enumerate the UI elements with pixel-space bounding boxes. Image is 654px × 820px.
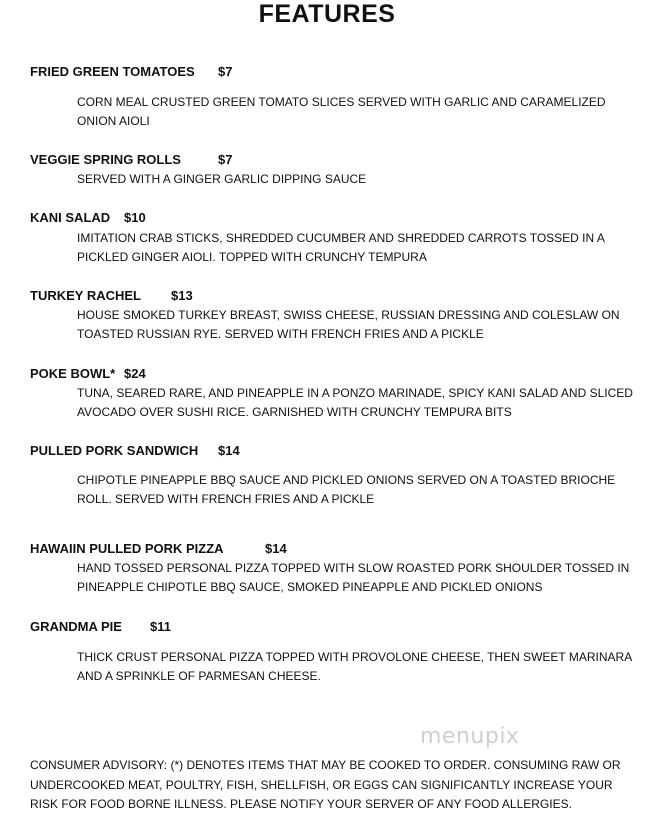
menu-item-price: $11 bbox=[150, 619, 171, 634]
menu-item bbox=[30, 64, 642, 128]
menu-item-price: $13 bbox=[171, 288, 193, 303]
menu-item-price: $7 bbox=[218, 152, 233, 167]
menu-item-description: HAND TOSSED PERSONAL PIZZA TOPPED WITH SLOW ROASTED PORK SHOULDER TOSSED IN PINEAPPLE CHIPOTLE BBQ SAUCE, SMOKED PINEAPPLE AND PICKLED ONIONS bbox=[77, 561, 630, 594]
menu-item-description: THICK CRUST PERSONAL PIZZA TOPPED WITH PROVOLONE CHEESE, THEN SWEET MARINARA AND A SPRINKLE OF PARMESAN CHEESE. bbox=[77, 650, 632, 683]
menu-item-description: TUNA, SEARED RARE, AND PINEAPPLE IN A PONZO MARINADE, SPICY KANI SALAD AND SLICED AVOCADO OVER SUSHI RICE. GARNISHED WITH CRUNCHY TEMPURA BITS bbox=[77, 386, 633, 419]
watermark-logo: menupix bbox=[420, 724, 520, 749]
menu-item-description: SERVED WITH A GINGER GARLIC DIPPING SAUCE bbox=[77, 172, 367, 186]
menu-item-name: POKE BOWL* bbox=[30, 366, 116, 381]
menu-item-price: $14 bbox=[218, 443, 240, 458]
menu-item-description: IMITATION CRAB STICKS, SHREDDED CUCUMBER AND SHREDDED CARROTS TOSSED IN A PICKLED GINGER AIOLI. TOPPED WITH CRUNCHY TEMPURA bbox=[77, 231, 605, 264]
menu-item-name: HAWAIIN PULLED PORK PIZZA bbox=[30, 541, 224, 556]
menu-item-price: $14 bbox=[265, 541, 287, 556]
menu-item-price: $7 bbox=[218, 64, 233, 79]
menu-item-price: $24 bbox=[124, 366, 146, 381]
menu-item-name: PULLED PORK SANDWICH bbox=[30, 443, 199, 458]
menu-item-description: CHIPOTLE PINEAPPLE BBQ SAUCE AND PICKLED ONIONS SERVED ON A TOASTED BRIOCHE ROLL. SERVED WITH FRENCH FRIES AND A PICKLE bbox=[77, 473, 616, 506]
menu-item bbox=[30, 619, 642, 683]
consumer-advisory: CONSUMER ADVISORY: (*) DENOTES ITEMS THAT MAY BE COOKED TO ORDER. CONSUMING RAW OR UNDERCOOKED MEAT, POULTRY, FISH, SHELLFISH, OR EGGS CAN SIGNIFICANTLY INCREASE YOUR RISK FOR FOOD BORNE ILLNESS. PLEASE NOTIFY YOUR SERVER OF ANY FOOD ALLERGIES. bbox=[30, 758, 621, 811]
menu-item bbox=[30, 366, 642, 419]
menu-item bbox=[30, 152, 642, 186]
menu-item bbox=[30, 210, 642, 264]
menu-item bbox=[30, 443, 642, 506]
menu-item-description: CORN MEAL CRUSTED GREEN TOMATO SLICES SERVED WITH GARLIC AND CARAMELIZED ONION AIOLI bbox=[77, 95, 606, 128]
menu-item-name: TURKEY RACHEL bbox=[30, 288, 141, 303]
menu-item bbox=[30, 288, 642, 341]
menu-item-name: KANI SALAD bbox=[30, 210, 111, 225]
menu-item-description: HOUSE SMOKED TURKEY BREAST, SWISS CHEESE, RUSSIAN DRESSING AND COLESLAW ON TOASTED RUSSIAN RYE. SERVED WITH FRENCH FRIES AND A PICKLE bbox=[77, 308, 620, 341]
menu-item-price: $10 bbox=[124, 210, 146, 225]
page-title: FEATURES bbox=[258, 0, 396, 28]
menu-item-name: VEGGIE SPRING ROLLS bbox=[30, 152, 181, 167]
menu-item bbox=[30, 541, 642, 594]
menu-item-name: FRIED GREEN TOMATOES bbox=[30, 64, 195, 79]
menu-item-name: GRANDMA PIE bbox=[30, 619, 122, 634]
